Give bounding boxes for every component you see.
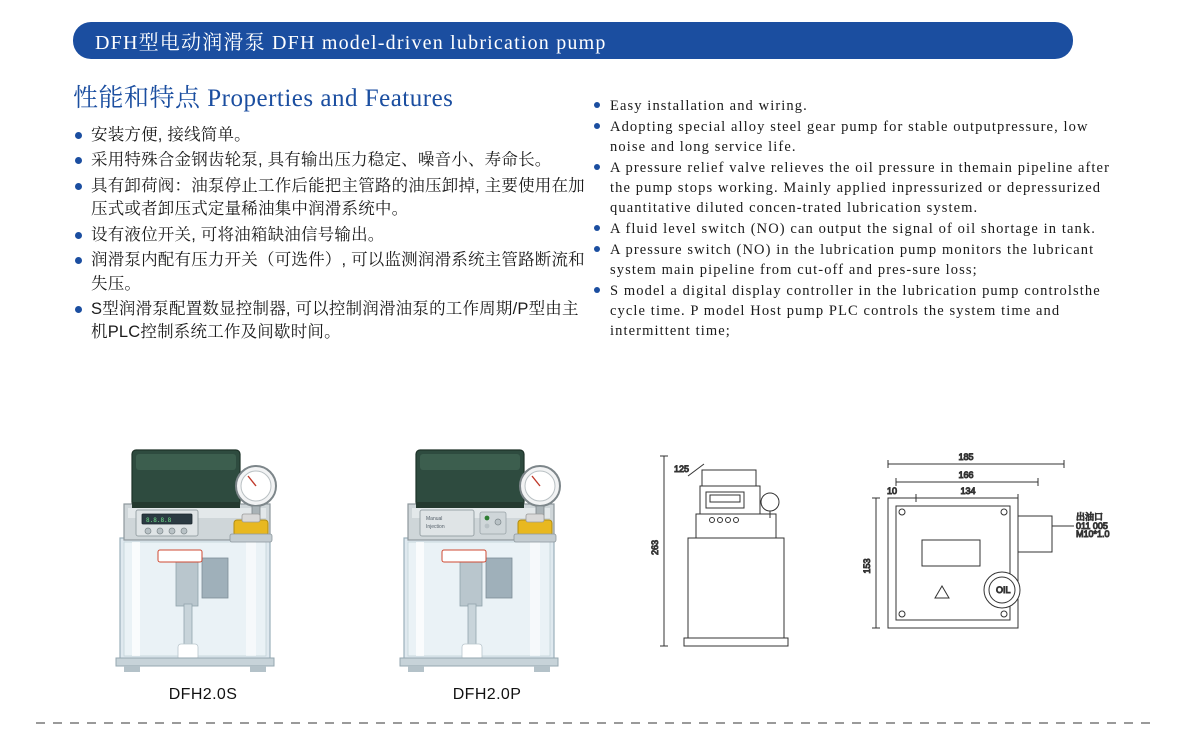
pump-illustration xyxy=(98,408,308,674)
list-item: A pressure switch (NO) in the lubrication pump monitors the lubricant system main pipeline from cut-off and pres-sure loss; xyxy=(592,240,1122,280)
page-title: DFH型电动润滑泵 DFH model-driven lubrication pump xyxy=(95,32,607,54)
properties-section xyxy=(73,78,593,347)
list-item: 采用特殊合金钢齿轮泵, 具有输出压力稳定、噪音小、寿命长。 xyxy=(73,149,593,172)
technical-drawings xyxy=(640,430,1160,680)
dimension-drawings xyxy=(640,430,1160,680)
side-view-drawing xyxy=(660,456,788,646)
front-dim-10: 10 xyxy=(886,486,898,496)
front-dim-153: 153 xyxy=(862,558,872,574)
side-top-dim: 125 xyxy=(674,464,690,474)
page-title-bar xyxy=(73,22,1073,59)
section-heading: 性能和特点 Properties and Features xyxy=(73,85,454,112)
product-caption: DFH2.0S xyxy=(168,686,238,703)
footer-divider xyxy=(36,722,1156,724)
features-section-en xyxy=(592,96,1122,342)
features-list-cn xyxy=(73,124,593,345)
list-item: 润滑泵内配有压力开关（可选件）, 可以监测润滑系统主管路断流和失压。 xyxy=(73,249,593,296)
port-label-cn: 出油口 xyxy=(1076,512,1104,522)
list-item: 安装方便, 接线简单。 xyxy=(73,124,593,147)
front-dim-166: 166 xyxy=(958,470,974,480)
port-label-1: 011 005 xyxy=(1076,521,1108,531)
list-item: A pressure relief valve relieves the oil pressure in themain pipeline after the pump stops working. Mainly applied inpressurized or depressurized quantitative diluted concen-trated lubrication system. xyxy=(592,158,1122,218)
product-caption: DFH2.0P xyxy=(452,686,522,703)
svg-text:8.8.8.8: 8.8.8.8 xyxy=(146,517,172,524)
list-item: Easy installation and wiring. xyxy=(592,96,1122,116)
oil-cap-label: OIL xyxy=(996,585,1011,595)
list-item: 具有卸荷阀：油泵停止工作后能把主管路的油压卸掉, 主要使用在加压式或者卸压式定量稀油集中润滑系统中。 xyxy=(73,175,593,222)
pump-illustration xyxy=(382,408,592,674)
svg-text:Manual: Manual xyxy=(426,516,443,522)
port-label-2: M10*1.0 xyxy=(1076,529,1110,539)
front-dim-185: 185 xyxy=(958,452,974,462)
list-item: S型润滑泵配置数显控制器, 可以控制润滑油泵的工作周期/P型由主机PLC控制系统工作及间歇时间。 xyxy=(73,298,593,345)
list-item: S model a digital display controller in the lubrication pump controlsthe cycle time. P model Host pump PLC controls the system time and intermittent time; xyxy=(592,281,1122,341)
list-item: A fluid level switch (NO) can output the signal of oil shortage in tank. xyxy=(592,219,1122,239)
list-item: Adopting special alloy steel gear pump for stable outputpressure, low noise and long service life. xyxy=(592,117,1122,157)
list-item: 设有液位开关, 可将油箱缺油信号输出。 xyxy=(73,224,593,247)
features-list-en xyxy=(592,96,1122,341)
side-height-dim: 263 xyxy=(650,539,660,555)
front-dim-134: 134 xyxy=(960,486,976,496)
svg-text:Injection: Injection xyxy=(426,524,445,530)
